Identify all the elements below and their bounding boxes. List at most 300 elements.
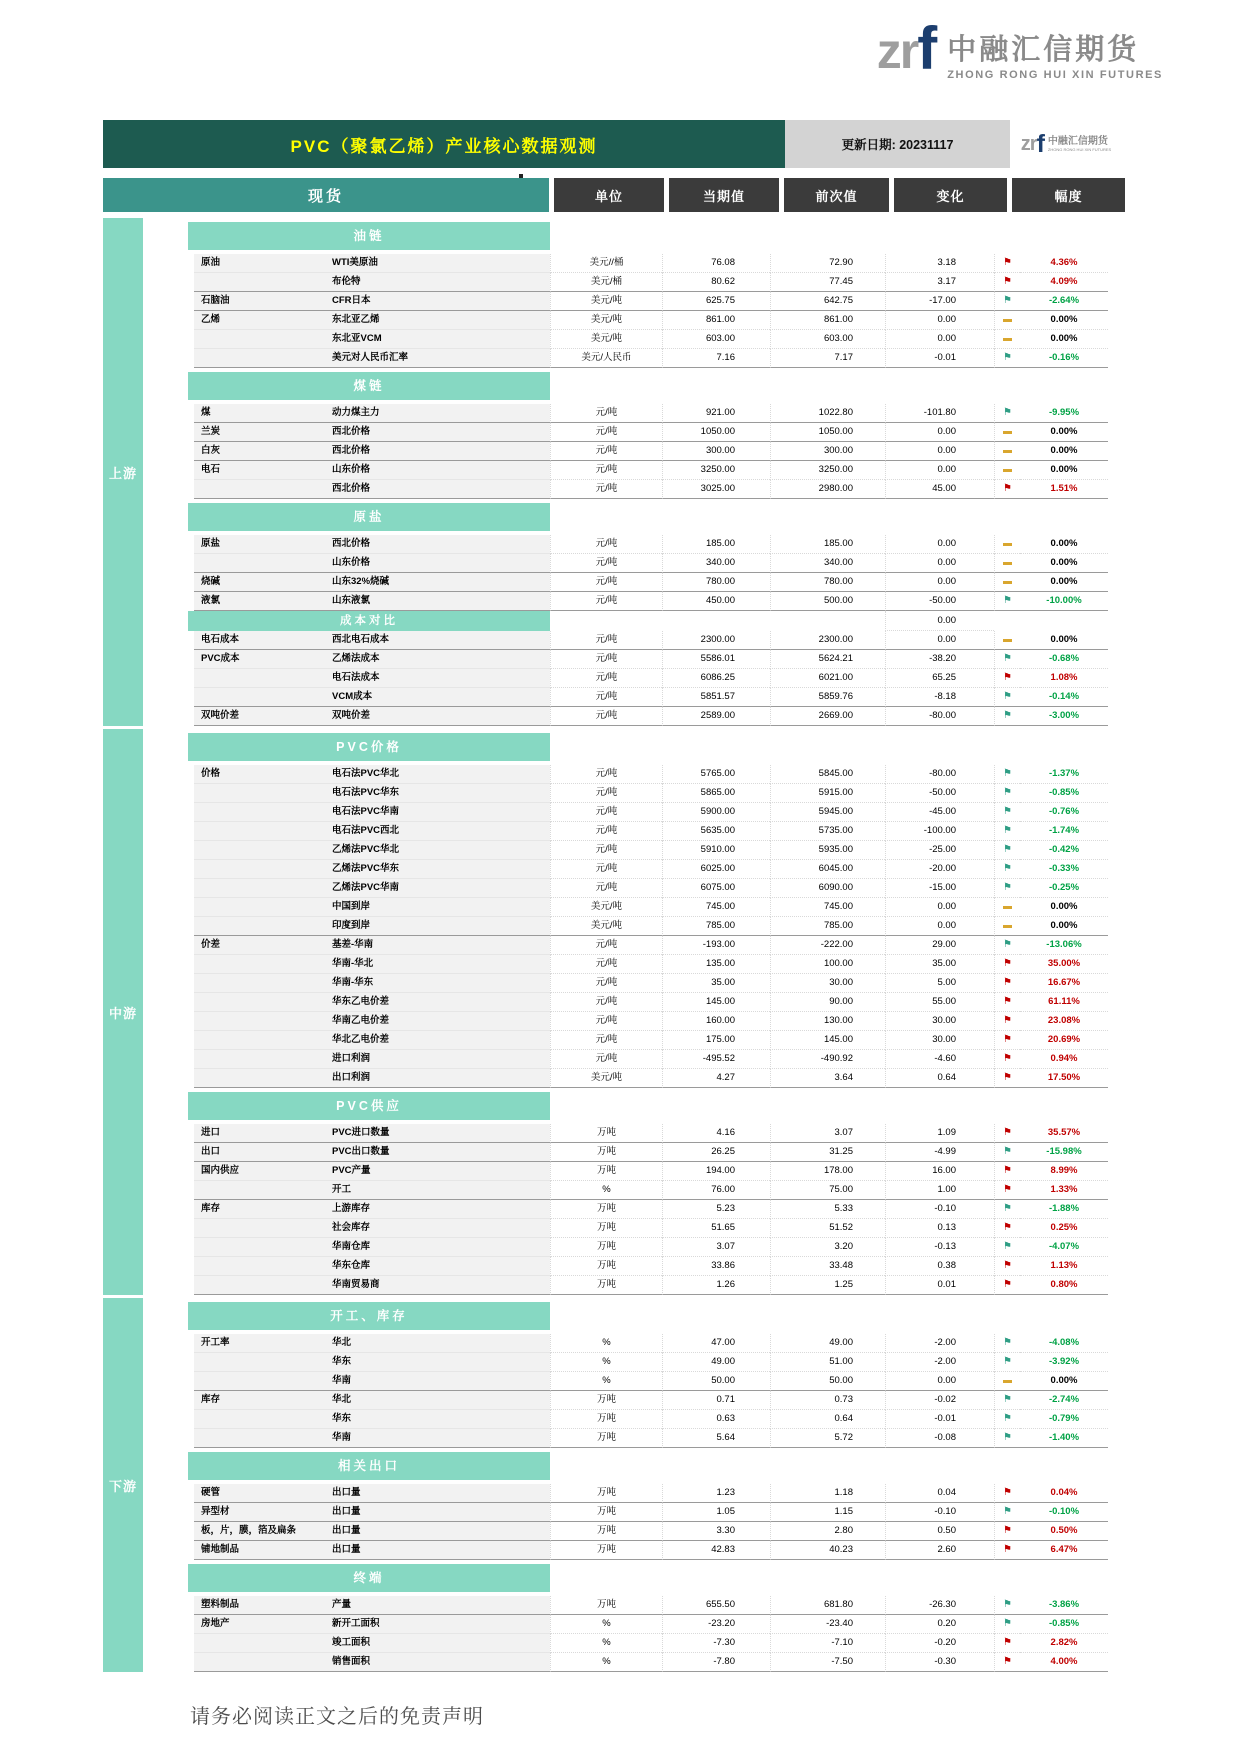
down-flag-icon: ⚑ (1003, 595, 1012, 606)
previous-value: 6045.00 (770, 860, 885, 879)
trend-flag-cell (994, 1257, 1020, 1276)
pct-value: -2.64% (1020, 292, 1108, 311)
unit-value: 万吨 (550, 1124, 662, 1143)
group-label (194, 955, 321, 974)
up-flag-icon: ⚑ (1003, 1165, 1012, 1176)
trend-flag-cell (994, 292, 1020, 311)
group-label (194, 1031, 321, 1050)
previous-value: 178.00 (770, 1162, 885, 1181)
current-value: -495.52 (662, 1050, 770, 1069)
up-flag-icon: ⚑ (1003, 1656, 1012, 1667)
item-label: 华南 (321, 1372, 550, 1391)
previous-value: 3.07 (770, 1124, 885, 1143)
change-value: 3.17 (885, 273, 994, 292)
previous-value: 100.00 (770, 955, 885, 974)
trend-flag-cell (994, 1391, 1020, 1410)
change-value: -80.00 (885, 707, 994, 726)
current-value: 160.00 (662, 1012, 770, 1031)
pct-value: 0.00% (1020, 461, 1108, 480)
previous-value: 861.00 (770, 311, 885, 330)
change-value: -0.10 (885, 1200, 994, 1219)
table-row (188, 974, 1133, 993)
group-label: PVC成本 (194, 650, 321, 669)
table-row (188, 1429, 1133, 1448)
unit-value: 元/吨 (550, 535, 662, 554)
brand-zr-mark: zr (876, 23, 918, 79)
previous-value: 785.00 (770, 917, 885, 936)
group-label (194, 841, 321, 860)
table-row (188, 841, 1133, 860)
item-label: PVC产量 (321, 1162, 550, 1181)
down-flag-icon: ⚑ (1003, 1506, 1012, 1517)
item-label: 东北亚VCM (321, 330, 550, 349)
trend-flag-cell (994, 974, 1020, 993)
previous-value: 185.00 (770, 535, 885, 554)
current-value: 42.83 (662, 1541, 770, 1560)
down-flag-icon: ⚑ (1003, 882, 1012, 893)
group-label (194, 974, 321, 993)
pct-value: -4.08% (1020, 1334, 1108, 1353)
trend-flag-cell (994, 1484, 1020, 1503)
band-content-upstream (188, 218, 1133, 726)
group-label (194, 1050, 321, 1069)
mini-brand-name-en: ZHONG RONG HUI XIN FUTURES (1047, 147, 1112, 152)
up-flag-icon: ⚑ (1003, 1260, 1012, 1271)
item-label: PVC进口数量 (321, 1124, 550, 1143)
previous-value: 3250.00 (770, 461, 885, 480)
mini-brand-zr-mark: zr (1020, 132, 1037, 155)
current-value: 0.63 (662, 1410, 770, 1429)
item-label: 双吨价差 (321, 707, 550, 726)
item-label: 电石法PVC华东 (321, 784, 550, 803)
disclaimer-text: 请务必阅读正文之后的免责声明 (190, 1706, 484, 1728)
trend-flag-cell (994, 650, 1020, 669)
previous-value: 6090.00 (770, 879, 885, 898)
unit-value: 元/吨 (550, 669, 662, 688)
unit-value: 元/吨 (550, 554, 662, 573)
change-value: -0.02 (885, 1391, 994, 1410)
pct-value: -1.37% (1020, 765, 1108, 784)
unit-value: % (550, 1615, 662, 1634)
no-change-dash-icon (1003, 639, 1012, 642)
unit-value: 万吨 (550, 1219, 662, 1238)
trend-flag-cell (994, 330, 1020, 349)
current-value: 76.08 (662, 254, 770, 273)
down-flag-icon: ⚑ (1003, 1394, 1012, 1405)
group-label: 原盐 (194, 535, 321, 554)
group-label (194, 480, 321, 499)
pct-value: 0.00% (1020, 423, 1108, 442)
table-row (188, 1653, 1133, 1672)
item-label: 印度到岸 (321, 917, 550, 936)
pct-value: -1.40% (1020, 1429, 1108, 1448)
table-row (188, 404, 1133, 423)
previous-value: 745.00 (770, 898, 885, 917)
section-bar: 成本对比 (188, 611, 550, 631)
group-label: 电石 (194, 461, 321, 480)
item-label: 山东价格 (321, 554, 550, 573)
table-row (188, 461, 1133, 480)
group-label (194, 1634, 321, 1653)
up-flag-icon: ⚑ (1003, 996, 1012, 1007)
current-value: 5900.00 (662, 803, 770, 822)
table-row (188, 993, 1133, 1012)
change-value: -2.00 (885, 1353, 994, 1372)
unit-value: 万吨 (550, 1200, 662, 1219)
unit-value: % (550, 1372, 662, 1391)
down-flag-icon: ⚑ (1003, 1618, 1012, 1629)
group-label: 白灰 (194, 442, 321, 461)
unit-value: 万吨 (550, 1276, 662, 1295)
item-label: 华北乙电价差 (321, 1031, 550, 1050)
pct-value: 35.00% (1020, 955, 1108, 974)
no-change-dash-icon (1003, 906, 1012, 909)
group-label: 石脑油 (194, 292, 321, 311)
pct-value: 23.08% (1020, 1012, 1108, 1031)
previous-value: 1.18 (770, 1484, 885, 1503)
change-value: -38.20 (885, 650, 994, 669)
trend-flag-cell (994, 1031, 1020, 1050)
group-label (194, 803, 321, 822)
pct-value: 35.57% (1020, 1124, 1108, 1143)
current-value: 35.00 (662, 974, 770, 993)
group-label: 出口 (194, 1143, 321, 1162)
current-value: 0.71 (662, 1391, 770, 1410)
unit-value: 元/吨 (550, 707, 662, 726)
item-label: 西北价格 (321, 535, 550, 554)
table-row (188, 311, 1133, 330)
pct-value: -10.00% (1020, 592, 1108, 611)
previous-value: 145.00 (770, 1031, 885, 1050)
unit-value: 元/吨 (550, 404, 662, 423)
change-value: -20.00 (885, 860, 994, 879)
unit-value: 元/吨 (550, 993, 662, 1012)
current-value: 3250.00 (662, 461, 770, 480)
group-label (194, 898, 321, 917)
trend-flag-cell (994, 898, 1020, 917)
item-label: 社会库存 (321, 1219, 550, 1238)
unit-value: 美元/吨 (550, 311, 662, 330)
up-flag-icon: ⚑ (1003, 672, 1012, 683)
table-row (188, 1503, 1133, 1522)
previous-value: 5915.00 (770, 784, 885, 803)
pct-value: -0.10% (1020, 1503, 1108, 1522)
column-header-unit: 单位 (554, 178, 664, 212)
trend-flag-cell (994, 860, 1020, 879)
previous-value: 31.25 (770, 1143, 885, 1162)
mini-brand-names (1048, 136, 1111, 152)
item-label: 乙烯法PVC华北 (321, 841, 550, 860)
group-label (194, 1653, 321, 1672)
previous-value: 1022.80 (770, 404, 885, 423)
item-label: 电石法成本 (321, 669, 550, 688)
trend-flag-cell (994, 1238, 1020, 1257)
group-label: 异型材 (194, 1503, 321, 1522)
trend-flag-cell (994, 688, 1020, 707)
unit-value: 美元/吨 (550, 292, 662, 311)
group-label (194, 1069, 321, 1088)
table-row (188, 1276, 1133, 1295)
group-label (194, 669, 321, 688)
item-label: 乙烯法PVC华东 (321, 860, 550, 879)
change-value: -0.20 (885, 1634, 994, 1653)
current-value: -23.20 (662, 1615, 770, 1634)
pct-value: 0.00% (1020, 631, 1108, 650)
pct-value: -15.98% (1020, 1143, 1108, 1162)
unit-value: 元/吨 (550, 841, 662, 860)
trend-flag-cell (994, 1353, 1020, 1372)
unit-value: 美元//桶 (550, 254, 662, 273)
item-label: 布伦特 (321, 273, 550, 292)
item-label: 出口利润 (321, 1069, 550, 1088)
down-flag-icon: ⚑ (1003, 653, 1012, 664)
down-flag-icon: ⚑ (1003, 768, 1012, 779)
unit-value: % (550, 1181, 662, 1200)
trend-flag-cell (994, 1069, 1020, 1088)
item-label: 出口量 (321, 1522, 550, 1541)
previous-value: -7.10 (770, 1634, 885, 1653)
table-row (188, 423, 1133, 442)
change-value: 0.00 (885, 461, 994, 480)
table-row (188, 1353, 1133, 1372)
table-row (188, 330, 1133, 349)
current-value: 340.00 (662, 554, 770, 573)
table-row (188, 1522, 1133, 1541)
current-value: 1.26 (662, 1276, 770, 1295)
previous-value: 72.90 (770, 254, 885, 273)
band-upstream (103, 218, 1133, 726)
trend-flag-cell (994, 349, 1020, 368)
pct-value: 0.25% (1020, 1219, 1108, 1238)
up-flag-icon: ⚑ (1003, 1184, 1012, 1195)
group-label: 国内供应 (194, 1162, 321, 1181)
pct-value: 61.11% (1020, 993, 1108, 1012)
column-header-pct: 幅度 (1012, 178, 1125, 212)
table-row (188, 254, 1133, 273)
unit-value: 美元/吨 (550, 898, 662, 917)
section-bar: 相关出口 (188, 1452, 550, 1480)
unit-value: 元/吨 (550, 688, 662, 707)
column-header-spot: 现货 (103, 178, 549, 212)
unit-value: 万吨 (550, 1391, 662, 1410)
change-value: 30.00 (885, 1031, 994, 1050)
group-label: 开工率 (194, 1334, 321, 1353)
current-value: 5.23 (662, 1200, 770, 1219)
previous-value: 5945.00 (770, 803, 885, 822)
current-value: -7.80 (662, 1653, 770, 1672)
item-label: 电石法PVC西北 (321, 822, 550, 841)
group-label: 煤 (194, 404, 321, 423)
item-label: 华东乙电价差 (321, 993, 550, 1012)
unit-value: 元/吨 (550, 822, 662, 841)
change-value: 55.00 (885, 993, 994, 1012)
section-bar: PVC价格 (188, 733, 550, 761)
unit-value: 万吨 (550, 1484, 662, 1503)
unit-value: 元/吨 (550, 974, 662, 993)
item-label: 产量 (321, 1596, 550, 1615)
table-row (188, 631, 1133, 650)
item-label: 出口量 (321, 1503, 550, 1522)
current-value: 7.16 (662, 349, 770, 368)
group-label (194, 1238, 321, 1257)
previous-value: 30.00 (770, 974, 885, 993)
item-label: CFR日本 (321, 292, 550, 311)
current-value: 5.64 (662, 1429, 770, 1448)
change-value: -0.10 (885, 1503, 994, 1522)
down-flag-icon: ⚑ (1003, 1337, 1012, 1348)
down-flag-icon: ⚑ (1003, 710, 1012, 721)
group-label (194, 1181, 321, 1200)
current-value: 26.25 (662, 1143, 770, 1162)
down-flag-icon: ⚑ (1003, 1432, 1012, 1443)
previous-value: 7.17 (770, 349, 885, 368)
change-value: 3.18 (885, 254, 994, 273)
current-value: 145.00 (662, 993, 770, 1012)
unit-value: 元/吨 (550, 955, 662, 974)
table-row (188, 1124, 1133, 1143)
trend-flag-cell (994, 1634, 1020, 1653)
table-row (188, 573, 1133, 592)
item-label: PVC出口数量 (321, 1143, 550, 1162)
table-row (188, 1484, 1133, 1503)
previous-value: 300.00 (770, 442, 885, 461)
pct-value: 17.50% (1020, 1069, 1108, 1088)
trend-flag-cell (994, 535, 1020, 554)
item-label: 乙烯法PVC华南 (321, 879, 550, 898)
mini-brand-f-mark: f (1036, 130, 1045, 158)
change-value: -101.80 (885, 404, 994, 423)
group-label: 塑料制品 (194, 1596, 321, 1615)
table-row (188, 1238, 1133, 1257)
change-value: 1.09 (885, 1124, 994, 1143)
previous-value (770, 611, 885, 631)
unit-value: 元/吨 (550, 631, 662, 650)
trend-flag-cell (994, 1372, 1020, 1391)
unit-value: 元/吨 (550, 423, 662, 442)
trend-flag-cell (994, 765, 1020, 784)
group-label: 价差 (194, 936, 321, 955)
unit-value: 元/吨 (550, 461, 662, 480)
current-value: 194.00 (662, 1162, 770, 1181)
trend-flag-cell (994, 1162, 1020, 1181)
up-flag-icon: ⚑ (1003, 958, 1012, 969)
unit-value: 万吨 (550, 1143, 662, 1162)
current-value: 49.00 (662, 1353, 770, 1372)
unit-value: % (550, 1353, 662, 1372)
group-label (194, 822, 321, 841)
previous-value: 5845.00 (770, 765, 885, 784)
current-value: 4.16 (662, 1124, 770, 1143)
change-value: 5.00 (885, 974, 994, 993)
table-row (188, 1031, 1133, 1050)
item-label: 西北电石成本 (321, 631, 550, 650)
pct-value: 0.00% (1020, 330, 1108, 349)
table-row (188, 1410, 1133, 1429)
no-change-dash-icon (1003, 562, 1012, 565)
no-change-dash-icon (1003, 319, 1012, 322)
current-value: 861.00 (662, 311, 770, 330)
trend-flag-cell (994, 273, 1020, 292)
up-flag-icon: ⚑ (1003, 1053, 1012, 1064)
item-label: 中国到岸 (321, 898, 550, 917)
item-label: 华南-华北 (321, 955, 550, 974)
previous-value: 3.64 (770, 1069, 885, 1088)
current-value: 2300.00 (662, 631, 770, 650)
table-row (188, 822, 1133, 841)
table-row (188, 1012, 1133, 1031)
up-flag-icon: ⚑ (1003, 1034, 1012, 1045)
table-row (188, 535, 1133, 554)
unit-value: 元/吨 (550, 573, 662, 592)
pct-value: 0.00% (1020, 442, 1108, 461)
item-label: 出口量 (321, 1484, 550, 1503)
item-label: 东北亚乙烯 (321, 311, 550, 330)
change-value: 2.60 (885, 1541, 994, 1560)
item-label: 华北 (321, 1391, 550, 1410)
item-label: 华南乙电价差 (321, 1012, 550, 1031)
previous-value: 130.00 (770, 1012, 885, 1031)
pct-value: 1.13% (1020, 1257, 1108, 1276)
table-row (188, 860, 1133, 879)
table-header-row (103, 178, 1125, 212)
item-label: 华东仓库 (321, 1257, 550, 1276)
pct-value: 2.82% (1020, 1634, 1108, 1653)
previous-value: 603.00 (770, 330, 885, 349)
band-label-downstream: 下游 (103, 1298, 143, 1672)
table-row (188, 1069, 1133, 1088)
unit-value: 元/吨 (550, 592, 662, 611)
current-value: 80.62 (662, 273, 770, 292)
previous-value: 2.80 (770, 1522, 885, 1541)
current-value: 5586.01 (662, 650, 770, 669)
down-flag-icon: ⚑ (1003, 844, 1012, 855)
unit-value: 万吨 (550, 1238, 662, 1257)
trend-flag-cell (994, 1429, 1020, 1448)
previous-value: 5624.21 (770, 650, 885, 669)
pct-value: 1.08% (1020, 669, 1108, 688)
previous-value: 2980.00 (770, 480, 885, 499)
current-value: 2589.00 (662, 707, 770, 726)
trend-flag-cell (994, 1219, 1020, 1238)
table-body (103, 218, 1133, 1672)
pct-value: 0.00% (1020, 311, 1108, 330)
no-change-dash-icon (1003, 338, 1012, 341)
trend-flag-cell (994, 707, 1020, 726)
change-value: 29.00 (885, 936, 994, 955)
group-label (194, 1429, 321, 1448)
current-value: 6025.00 (662, 860, 770, 879)
previous-value: 2669.00 (770, 707, 885, 726)
table-row (188, 349, 1133, 368)
table-row (188, 1050, 1133, 1069)
unit-value: 元/吨 (550, 879, 662, 898)
pct-value: 0.94% (1020, 1050, 1108, 1069)
previous-value: 500.00 (770, 592, 885, 611)
no-change-dash-icon (1003, 450, 1012, 453)
pct-value: 0.00% (1020, 917, 1108, 936)
group-label: 硬管 (194, 1484, 321, 1503)
no-change-dash-icon (1003, 543, 1012, 546)
trend-flag-cell (994, 461, 1020, 480)
no-change-dash-icon (1003, 1380, 1012, 1383)
previous-value: 51.00 (770, 1353, 885, 1372)
table-row (188, 669, 1133, 688)
current-value: 6086.25 (662, 669, 770, 688)
change-value: 0.00 (885, 554, 994, 573)
current-value: 450.00 (662, 592, 770, 611)
trend-flag-cell (994, 917, 1020, 936)
change-value: -25.00 (885, 841, 994, 860)
